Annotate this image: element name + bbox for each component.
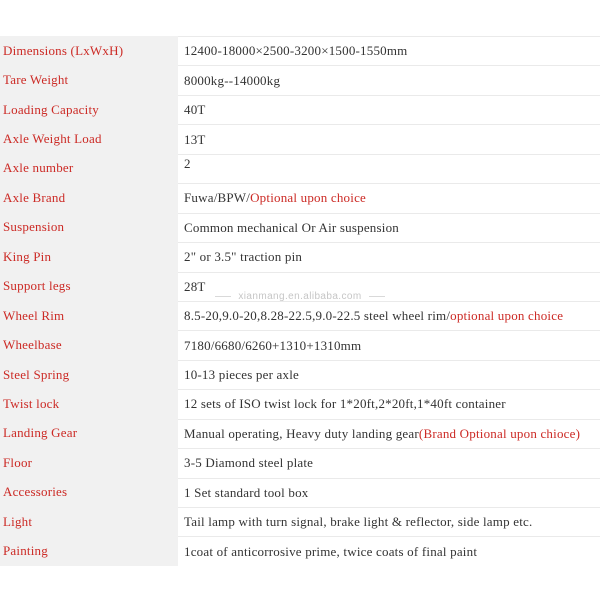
spec-row — [0, 242, 600, 271]
spec-value-text: Common mechanical Or Air suspension — [184, 219, 399, 235]
spec-value — [178, 65, 600, 94]
spec-value-highlight: Optional upon choice — [250, 190, 367, 206]
spec-label: Accessories — [0, 478, 178, 507]
spec-value-text: 8.5-20,9.0-20,8.28-22.5,9.0-22.5 steel wheel rim/ — [184, 308, 451, 324]
spec-row — [0, 448, 600, 477]
spec-row — [0, 478, 600, 507]
spec-label: Steel Spring — [0, 360, 178, 389]
spec-value — [178, 154, 600, 183]
spec-value — [178, 330, 600, 359]
spec-row — [0, 507, 600, 536]
spec-row — [0, 536, 600, 565]
spec-value — [178, 478, 600, 507]
spec-row — [0, 183, 600, 212]
spec-label: Loading Capacity — [0, 95, 178, 124]
spec-label: Axle Weight Load — [0, 124, 178, 153]
spec-value-text: 10-13 pieces per axle — [184, 367, 300, 383]
spec-value-text: 2 — [184, 155, 191, 171]
spec-value — [178, 95, 600, 124]
spec-value-text: 1 Set standard tool box — [184, 484, 309, 500]
spec-row — [0, 389, 600, 418]
spec-value — [178, 36, 600, 65]
spec-row — [0, 301, 600, 330]
spec-label: Axle number — [0, 154, 178, 183]
spec-label: Wheelbase — [0, 330, 178, 359]
spec-value-text: 8000kg--14000kg — [184, 72, 281, 88]
spec-label: Floor — [0, 448, 178, 477]
watermark-text: xianmang.en.alibaba.com — [238, 291, 362, 302]
spec-row — [0, 124, 600, 153]
spec-value — [178, 448, 600, 477]
spec-value-text: 13T — [184, 131, 206, 147]
spec-value-highlight: optional upon choice — [450, 308, 564, 324]
spec-value-text: Tail lamp with turn signal, brake light & reflector, side lamp etc. — [184, 514, 533, 530]
spec-row — [0, 419, 600, 448]
spec-value — [178, 507, 600, 536]
spec-row — [0, 360, 600, 389]
spec-value-highlight: (Brand Optional upon chioce) — [418, 425, 581, 441]
spec-label: Wheel Rim — [0, 301, 178, 330]
spec-value — [178, 242, 600, 271]
spec-value — [178, 389, 600, 418]
spec-value-text: 7180/6680/6260+1310+1310mm — [184, 337, 362, 353]
spec-label: Twist lock — [0, 389, 178, 418]
spec-label: Dimensions (LxWxH) — [0, 36, 178, 65]
spec-value-text: 12 sets of ISO twist lock for 1*20ft,2*20ft,1*40ft container — [184, 396, 506, 412]
spec-row — [0, 330, 600, 359]
spec-label: Tare Weight — [0, 65, 178, 94]
spec-label: Suspension — [0, 213, 178, 242]
spec-value — [178, 301, 600, 330]
spec-label: Axle Brand — [0, 183, 178, 212]
spec-row — [0, 65, 600, 94]
spec-value — [178, 124, 600, 153]
spec-table — [0, 36, 600, 566]
spec-value — [178, 272, 600, 301]
spec-value-text: 12400-18000×2500-3200×1500-1550mm — [184, 43, 408, 59]
spec-label: King Pin — [0, 242, 178, 271]
spec-row — [0, 272, 600, 301]
spec-label: Light — [0, 507, 178, 536]
spec-row — [0, 95, 600, 124]
spec-value-text: 28T — [184, 278, 206, 294]
spec-row — [0, 36, 600, 65]
spec-label: Landing Gear — [0, 419, 178, 448]
spec-value — [178, 360, 600, 389]
spec-row — [0, 154, 600, 183]
spec-value-text: Manual operating, Heavy duty landing gear — [184, 425, 419, 441]
spec-value — [178, 419, 600, 448]
spec-value-text: 1coat of anticorrosive prime, twice coats of final paint — [184, 543, 478, 559]
spec-value-text: 3-5 Diamond steel plate — [184, 455, 314, 471]
spec-row — [0, 213, 600, 242]
spec-value-text: 2" or 3.5" traction pin — [184, 249, 303, 265]
spec-value — [178, 213, 600, 242]
spec-value — [178, 183, 600, 212]
spec-value-text: Fuwa/BPW/ — [184, 190, 251, 206]
spec-label: Painting — [0, 536, 178, 565]
spec-label: Support legs — [0, 272, 178, 301]
spec-value-text: 40T — [184, 102, 206, 118]
spec-value — [178, 536, 600, 565]
